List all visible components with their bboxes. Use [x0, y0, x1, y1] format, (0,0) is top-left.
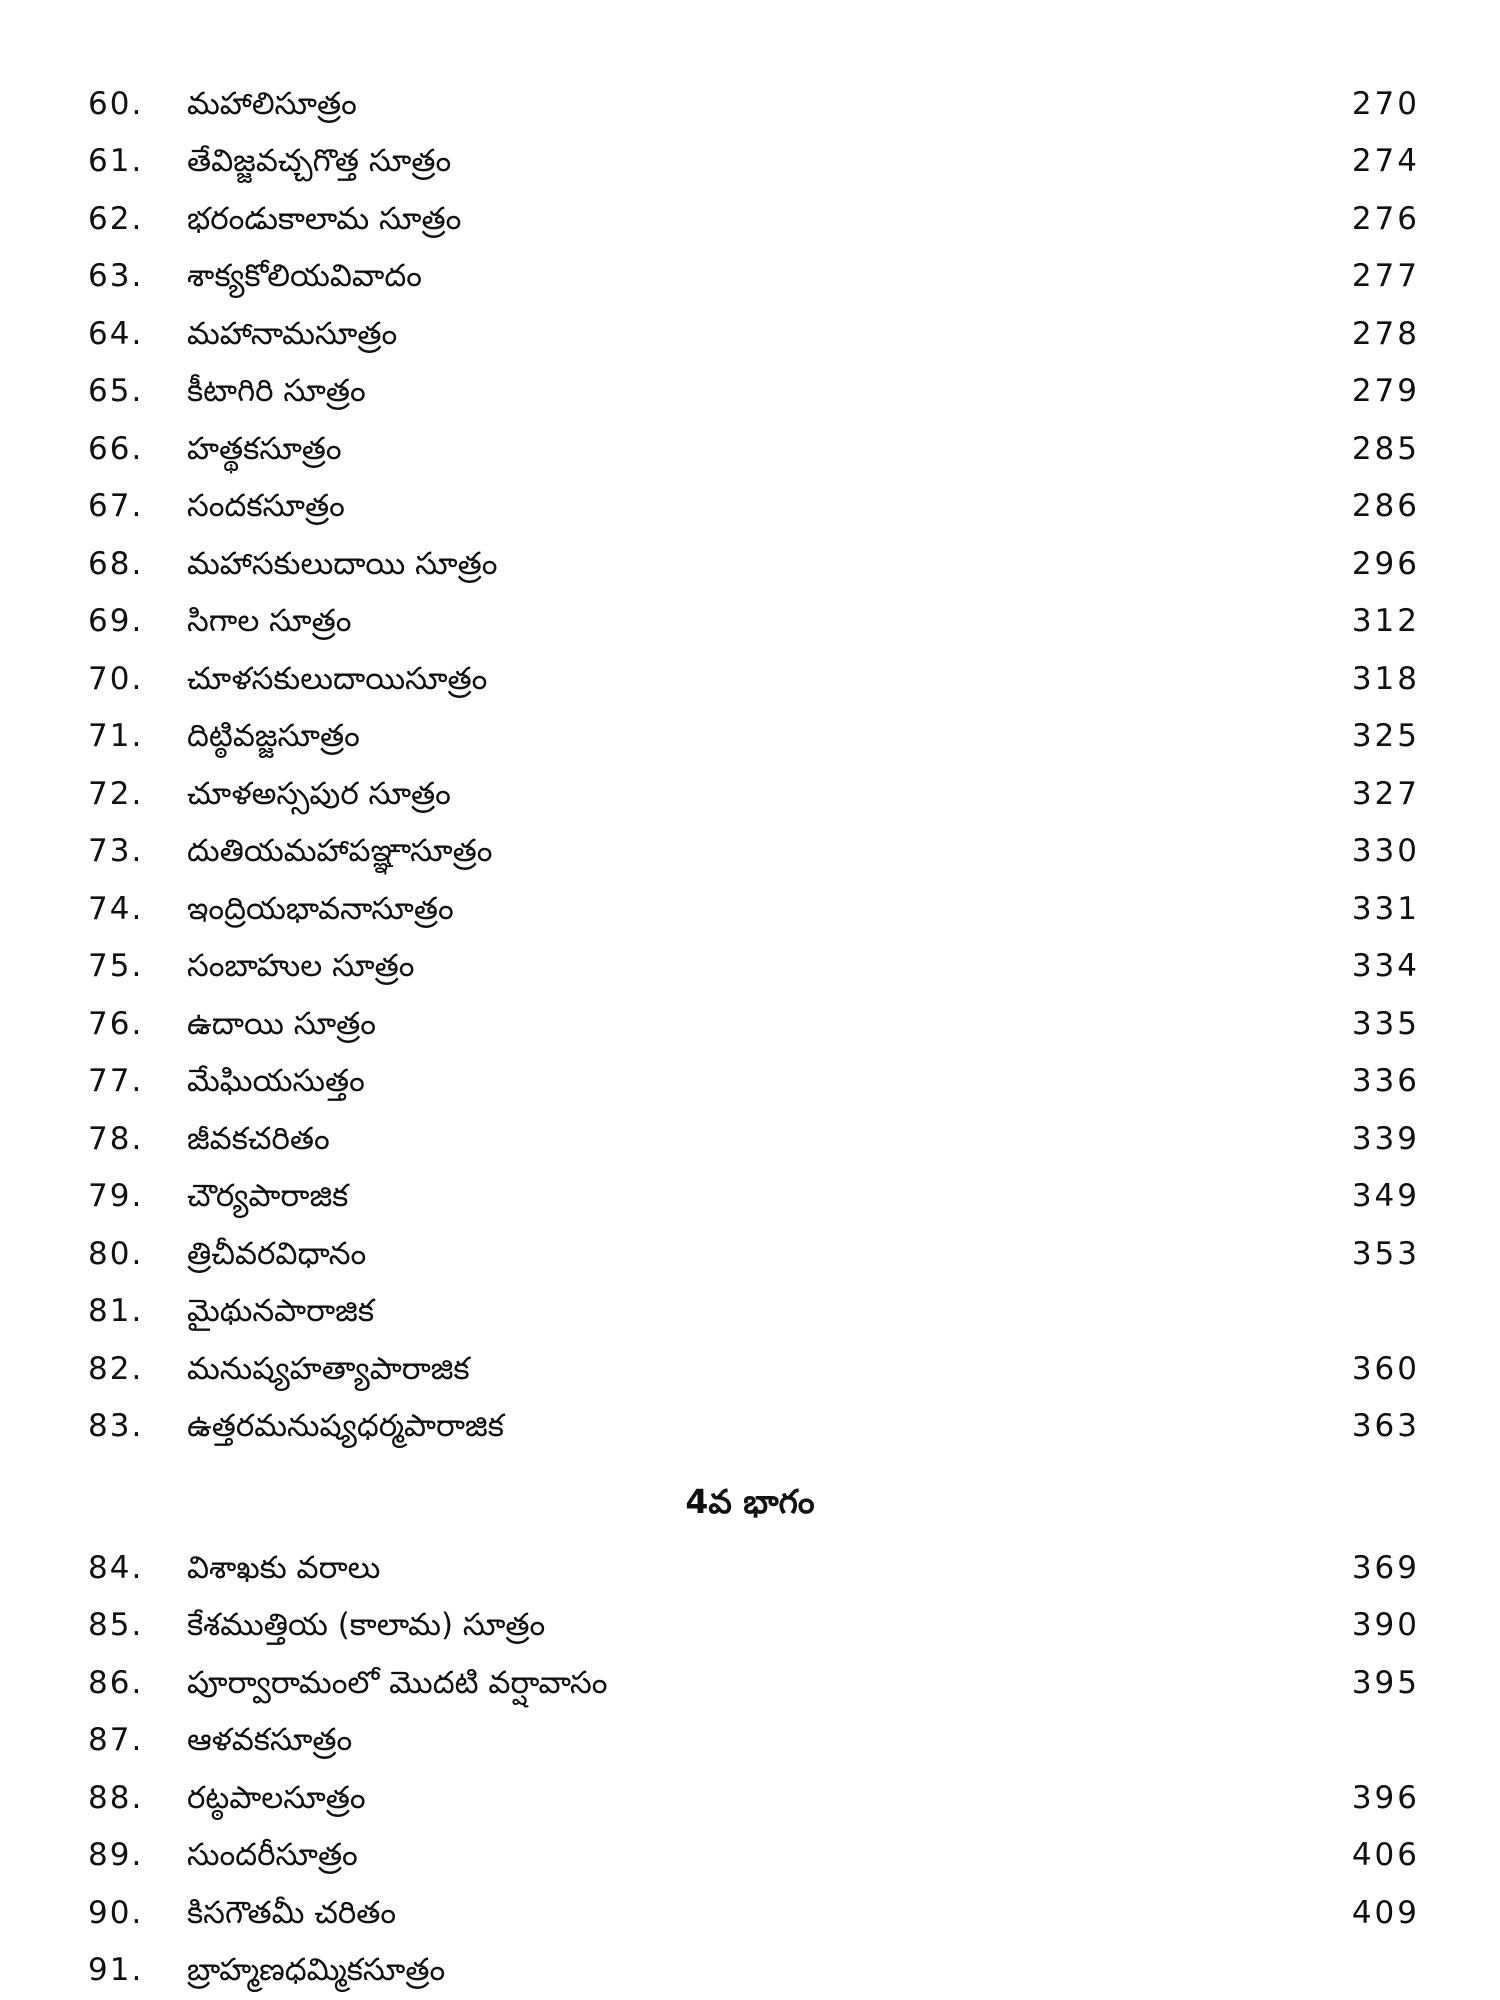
toc-entry-page: 409 [1351, 1895, 1420, 1931]
toc-entry-title: రట్ఠపాలసూత్రం [187, 1780, 366, 1816]
toc-entry-number: 86. [88, 1665, 144, 1701]
toc-entry-number: 74. [88, 891, 144, 927]
toc-entry-page: 330 [1351, 833, 1420, 869]
toc-entry-page: 277 [1351, 258, 1420, 294]
toc-entry-number: 82. [88, 1351, 144, 1387]
toc-entry-title: హత్థకసూత్రం [187, 431, 342, 467]
toc-entry-page: 390 [1351, 1607, 1420, 1643]
toc-row [0, 1285, 1500, 1337]
toc-row [0, 193, 1500, 245]
toc-entry-number: 80. [88, 1236, 144, 1272]
toc-entry-page: 395 [1351, 1665, 1420, 1701]
toc-row [0, 1055, 1500, 1107]
toc-row [0, 595, 1500, 647]
toc-entry-title: ఆళవకసూత్రం [187, 1722, 353, 1758]
toc-row [0, 250, 1500, 302]
toc-row [0, 365, 1500, 417]
toc-entry-title: ఉత్తరమనుష్యధర్మపారాజిక [187, 1408, 504, 1444]
toc-entry-title: ఇంద్రియభావనాసూత్రం [187, 891, 454, 927]
toc-entry-number: 83. [88, 1408, 144, 1444]
toc-entry-page: 279 [1351, 373, 1420, 409]
toc-row [0, 710, 1500, 762]
toc-entry-title: కేశముత్తియ (కాలామ) సూత్రం [187, 1607, 546, 1643]
toc-entry-title: శాక్యకోలియవివాదం [187, 258, 422, 294]
toc-entry-page: 327 [1351, 776, 1420, 812]
toc-entry-page: 312 [1351, 603, 1420, 639]
toc-row [0, 883, 1500, 935]
toc-row [0, 1343, 1500, 1395]
toc-entry-page: 406 [1351, 1837, 1420, 1873]
toc-entry-number: 69. [88, 603, 144, 639]
toc-entry-title: సుందరీసూత్రం [187, 1837, 358, 1873]
toc-entry-title: చూళసకులుదాయిసూత్రం [187, 661, 488, 697]
toc-entry-number: 87. [88, 1722, 144, 1758]
toc-row [0, 940, 1500, 992]
toc-entry-title: తేవిజ్జవచ్చగొత్త సూత్రం [187, 143, 452, 179]
toc-row [0, 480, 1500, 532]
toc-entry-title: భరండుకాలామ సూత్రం [187, 201, 462, 237]
toc-entry-title: మేఘియసుత్తం [187, 1063, 365, 1099]
toc-entry-title: మైథునపారాజిక [187, 1293, 375, 1329]
toc-entry-number: 72. [88, 776, 144, 812]
toc-row [0, 423, 1500, 475]
toc-row [0, 538, 1500, 590]
toc-row [0, 1542, 1500, 1594]
toc-entry-title: జీవకచరితం [187, 1121, 330, 1157]
toc-entry-title: చూళఅస్సపుర సూత్రం [187, 776, 451, 812]
toc-entry-page: 336 [1351, 1063, 1420, 1099]
toc-entry-number: 88. [88, 1780, 144, 1816]
toc-entry-page: 334 [1351, 948, 1420, 984]
toc-row [0, 1944, 1500, 1996]
toc-entry-number: 79. [88, 1178, 144, 1214]
toc-row [0, 653, 1500, 705]
toc-entry-page: 349 [1351, 1178, 1420, 1214]
toc-entry-title: ఉదాయి సూత్రం [187, 1006, 377, 1042]
toc-entry-number: 84. [88, 1550, 144, 1586]
toc-entry-number: 90. [88, 1895, 144, 1931]
toc-entry-title: సందకసూత్రం [187, 488, 345, 524]
toc-entry-title: దుతియమహాపఞ్ఞాసూత్రం [187, 833, 493, 869]
toc-entry-number: 66. [88, 431, 144, 467]
toc-row [0, 1887, 1500, 1939]
toc-entry-title: మహానామసూత్రం [187, 316, 398, 352]
section-heading: 4వ భాగం [685, 1482, 815, 1521]
toc-row [0, 1400, 1500, 1452]
toc-row [0, 308, 1500, 360]
toc-entry-number: 60. [88, 86, 144, 122]
toc-entry-number: 70. [88, 661, 144, 697]
toc-entry-title: మహాలిసూత్రం [187, 86, 357, 122]
toc-entry-page: 396 [1351, 1780, 1420, 1816]
toc-entry-page: 274 [1351, 143, 1420, 179]
toc-entry-number: 91. [88, 1952, 144, 1988]
toc-row [0, 1657, 1500, 1709]
toc-entry-title: విశాఖకు వరాలు [187, 1550, 381, 1586]
toc-entry-page: 353 [1351, 1236, 1420, 1272]
toc-entry-number: 76. [88, 1006, 144, 1042]
toc-row [0, 1228, 1500, 1280]
toc-entry-title: చౌర్యపారాజిక [187, 1178, 349, 1214]
toc-entry-page: 360 [1351, 1351, 1420, 1387]
toc-entry-number: 61. [88, 143, 144, 179]
toc-entry-page: 335 [1351, 1006, 1420, 1042]
toc-entry-page: 286 [1351, 488, 1420, 524]
toc-row [0, 135, 1500, 187]
toc-row [0, 768, 1500, 820]
toc-entry-title: దిట్ఠివజ్జసూత్రం [187, 718, 360, 754]
toc-entry-title: పూర్వారామంలో మొదటి వర్షావాసం [187, 1665, 608, 1701]
toc-entry-page: 369 [1351, 1550, 1420, 1586]
toc-row [0, 1113, 1500, 1165]
toc-entry-page: 331 [1351, 891, 1420, 927]
toc-row [0, 825, 1500, 877]
toc-entry-number: 77. [88, 1063, 144, 1099]
toc-row [0, 1599, 1500, 1651]
toc-entry-number: 85. [88, 1607, 144, 1643]
toc-entry-title: బ్రాహ్మణధమ్మికసూత్రం [187, 1952, 446, 1988]
toc-entry-title: సిగాల సూత్రం [187, 603, 352, 639]
toc-entry-title: మనుష్యహత్యాపారాజిక [187, 1351, 470, 1387]
toc-entry-number: 89. [88, 1837, 144, 1873]
toc-entry-title: కిసగౌతమీ చరితం [187, 1895, 397, 1931]
toc-row [0, 998, 1500, 1050]
toc-entry-page: 296 [1351, 546, 1420, 582]
toc-entry-number: 65. [88, 373, 144, 409]
toc-entry-page: 325 [1351, 718, 1420, 754]
toc-entry-title: సంబాహుల సూత్రం [187, 948, 415, 984]
toc-entry-number: 64. [88, 316, 144, 352]
toc-entry-page: 339 [1351, 1121, 1420, 1157]
toc-row [0, 1170, 1500, 1222]
toc-entry-number: 68. [88, 546, 144, 582]
toc-entry-number: 78. [88, 1121, 144, 1157]
toc-row [0, 1829, 1500, 1881]
toc-row [0, 1772, 1500, 1824]
toc-row [0, 78, 1500, 130]
toc-row [0, 1714, 1500, 1766]
toc-entry-title: మహాసకులుదాయి సూత్రం [187, 546, 498, 582]
toc-entry-number: 81. [88, 1293, 144, 1329]
toc-entry-page: 278 [1351, 316, 1420, 352]
toc-entry-page: 270 [1351, 86, 1420, 122]
toc-entry-number: 71. [88, 718, 144, 754]
toc-entry-page: 276 [1351, 201, 1420, 237]
toc-entry-number: 73. [88, 833, 144, 869]
toc-entry-number: 62. [88, 201, 144, 237]
toc-entry-title: కీటాగిరి సూత్రం [187, 373, 366, 409]
toc-entry-title: త్రిచీవరవిధానం [187, 1236, 367, 1272]
toc-entry-number: 67. [88, 488, 144, 524]
toc-entry-page: 318 [1351, 661, 1420, 697]
toc-entry-number: 75. [88, 948, 144, 984]
toc-entry-number: 63. [88, 258, 144, 294]
toc-entry-page: 363 [1351, 1408, 1420, 1444]
toc-entry-page: 285 [1351, 431, 1420, 467]
